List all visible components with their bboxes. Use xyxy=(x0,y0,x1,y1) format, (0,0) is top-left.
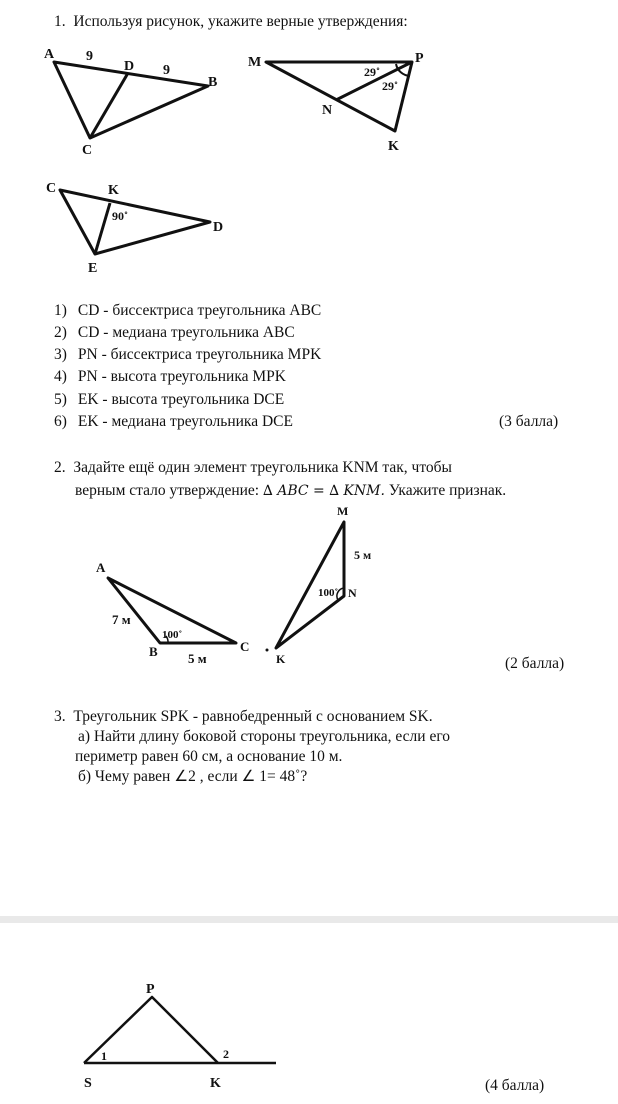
option-1: 1) CD - биссектриса треугольника ABC xyxy=(54,302,322,319)
label-bc-5m: 5 м xyxy=(188,651,207,666)
label-a3: A xyxy=(96,560,106,575)
label-n: N xyxy=(322,103,333,118)
label-angle-100-b: 100˚ xyxy=(318,587,339,599)
label-db: 9 xyxy=(163,63,170,78)
label-c2: C xyxy=(46,181,57,196)
label-angle-1: 1 xyxy=(101,1049,107,1063)
task1-number: 1. xyxy=(54,13,66,30)
label-m3: M xyxy=(337,504,349,518)
label-b: B xyxy=(208,75,218,90)
label-ab-7m: 7 м xyxy=(112,612,131,627)
label-n3: N xyxy=(348,586,357,600)
option-3: 3) PN - биссектриса треугольника MPK xyxy=(54,346,322,363)
label-angle-100-a: 100˚ xyxy=(162,629,183,641)
label-s4: S xyxy=(84,1076,92,1091)
option-4: 4) PN - высота треугольника MPK xyxy=(54,368,286,385)
label-k4: K xyxy=(210,1076,221,1091)
task2-number: 2. xyxy=(54,459,66,476)
label-a: A xyxy=(44,47,55,62)
label-c: C xyxy=(82,143,93,158)
label-angle-90: 90˚ xyxy=(112,209,128,223)
task3-line4: б) Чему равен ∠2 , если ∠ 1= 48˚? xyxy=(78,768,308,785)
label-b3: B xyxy=(149,644,158,659)
task2-formula: ∆ ABC = ∆ KNM. xyxy=(262,483,385,499)
label-ad: 9 xyxy=(86,49,93,64)
task1-points: (3 балла) xyxy=(499,413,559,430)
label-angle-29-a: 29˚ xyxy=(364,65,380,79)
label-p: P xyxy=(415,51,424,66)
task3-line1: 3. Треугольник SPK - равнобедренный с основанием SK. xyxy=(54,708,433,725)
task3-line3: периметр равен 60 см, а основание 10 м. xyxy=(75,748,343,765)
label-m: M xyxy=(248,55,262,70)
label-angle-29-b: 29˚ xyxy=(382,79,398,93)
label-k: K xyxy=(388,139,399,154)
option-2: 2) CD - медиана треугольника ABC xyxy=(54,324,295,341)
label-d: D xyxy=(124,59,135,74)
task3-points: (4 балла) xyxy=(485,1077,545,1094)
option-5: 5) EK - высота треугольника DCE xyxy=(54,391,285,408)
task2-line2: верным стало утверждение: ∆ ABC = ∆ KNM. Укажите признак. xyxy=(75,482,507,499)
label-p4: P xyxy=(146,982,155,997)
label-k2: K xyxy=(108,183,119,198)
label-e: E xyxy=(88,261,98,276)
task2-points: (2 балла) xyxy=(505,655,565,672)
task3-number: 3. xyxy=(54,708,66,725)
option-6: 6) EK - медиана треугольника DCE xyxy=(54,413,293,430)
label-angle-2: 2 xyxy=(223,1047,229,1061)
label-c3: C xyxy=(240,639,250,654)
label-mn-5m: 5 м xyxy=(354,548,372,562)
label-k3: K xyxy=(276,652,286,666)
label-d2: D xyxy=(213,220,224,235)
task2-line1: 2. Задайте ещё один элемент треугольника KNM так, чтобы xyxy=(54,459,452,476)
task1-text: Используя рисунок, укажите верные утверждения: xyxy=(73,13,408,30)
task3-line2: а) Найти длину боковой стороны треугольника, если его xyxy=(78,728,451,745)
